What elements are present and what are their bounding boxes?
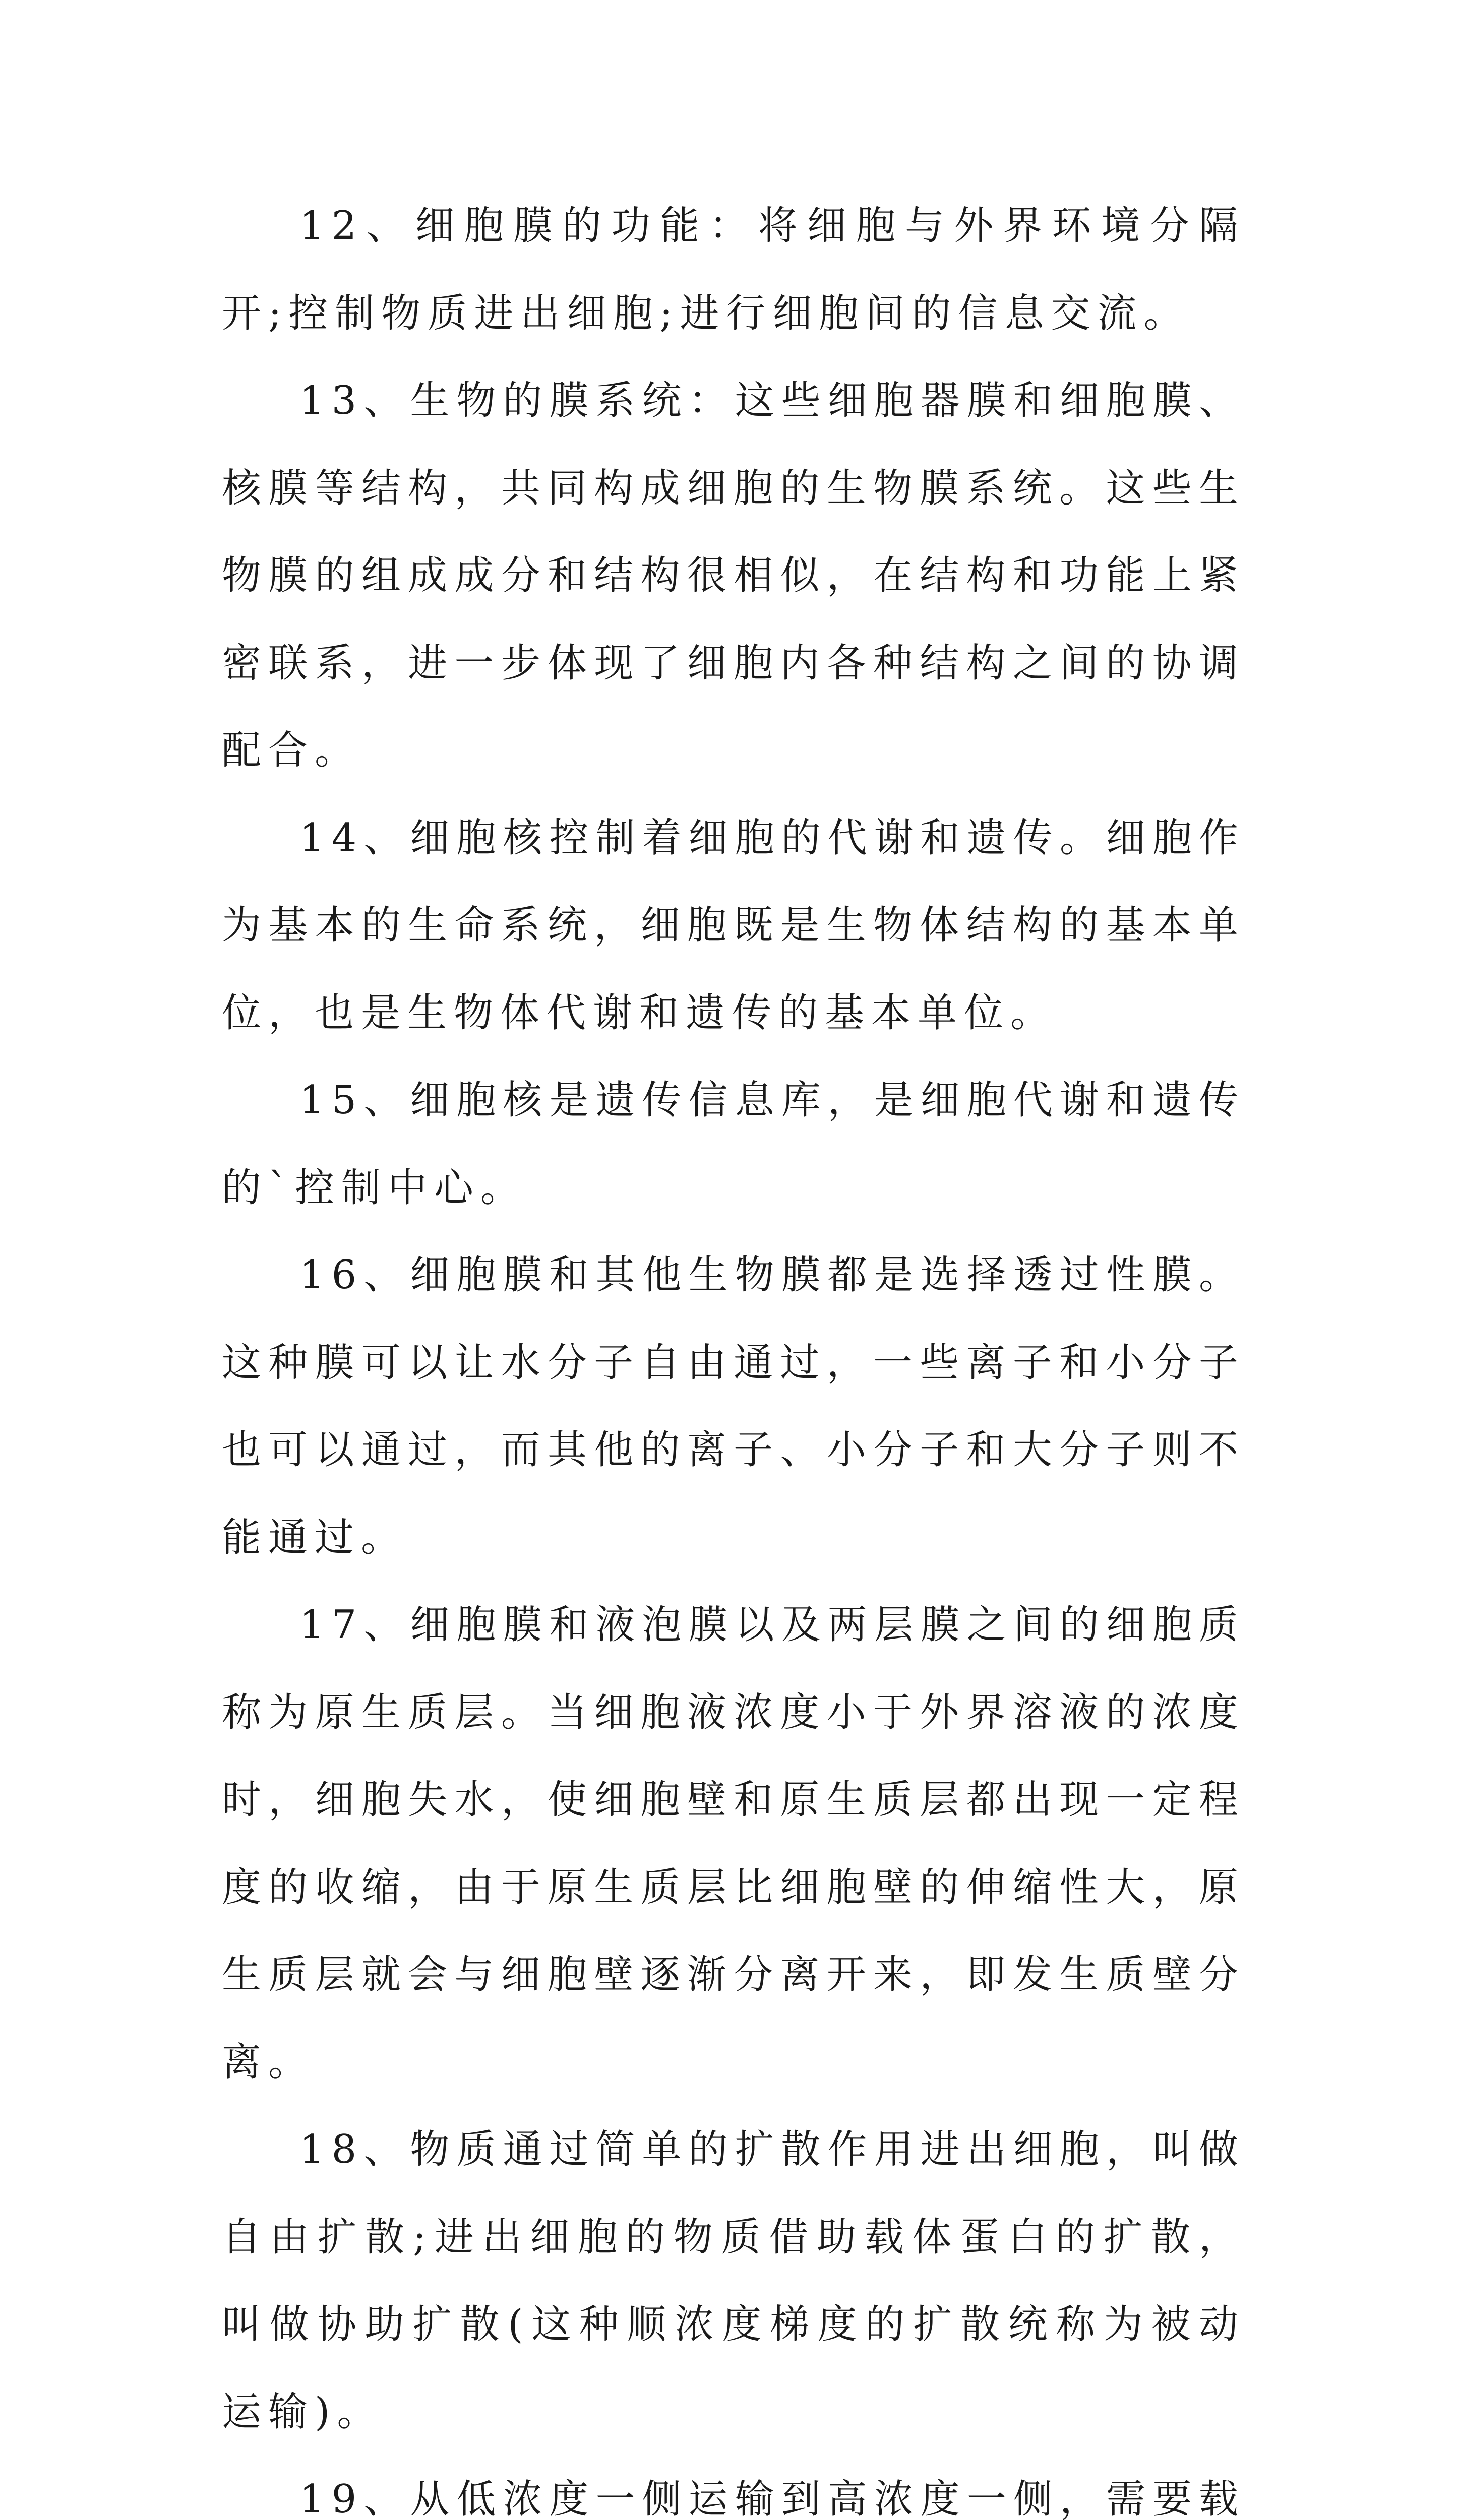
document-body xyxy=(222,182,1245,2520)
paragraph-15: 15、细胞核是遗传信息库，是细胞代谢和遗传的`控制中心。 xyxy=(222,1078,1245,1211)
paragraph-18: 18、物质通过简单的扩散作用进出细胞，叫做自由扩散;进出细胞的物质借助载体蛋白的扩散，叫做协助扩散(这种顺浓度梯度的扩散统称为被动运输)。 xyxy=(222,2127,1245,2435)
paragraph-17: 17、细胞膜和液泡膜以及两层膜之间的细胞质称为原生质层。当细胞液浓度小于外界溶液的浓度时，细胞失水，使细胞壁和原生质层都出现一定程度的收缩，由于原生质层比细胞壁的伸缩性大，原生质层就会与细胞壁逐渐分离开来，即发生质壁分离。 xyxy=(222,1602,1245,2085)
paragraph-16: 16、细胞膜和其他生物膜都是选择透过性膜。这种膜可以让水分子自由通过，一些离子和小分子也可以通过，而其他的离子、小分子和大分子则不能通过。 xyxy=(222,1252,1245,1560)
paragraph-12: 12、细胞膜的功能：将细胞与外界环境分隔开;控制物质进出细胞;进行细胞间的信息交流。 xyxy=(222,203,1245,336)
paragraph-13: 13、生物的膜系统：这些细胞器膜和细胞膜、核膜等结构，共同构成细胞的生物膜系统。这些生物膜的组成成分和结构很相似，在结构和功能上紧密联系，进一步体现了细胞内各种结构之间的协调配合。 xyxy=(222,378,1245,773)
paragraph-19: 19、从低浓度一侧运输到高浓度一侧，需要载 xyxy=(299,2477,1245,2520)
paragraph-14: 14、细胞核控制着细胞的代谢和遗传。细胞作为基本的生命系统，细胞既是生物体结构的基本单位，也是生物体代谢和遗传的基本单位。 xyxy=(222,815,1245,1036)
